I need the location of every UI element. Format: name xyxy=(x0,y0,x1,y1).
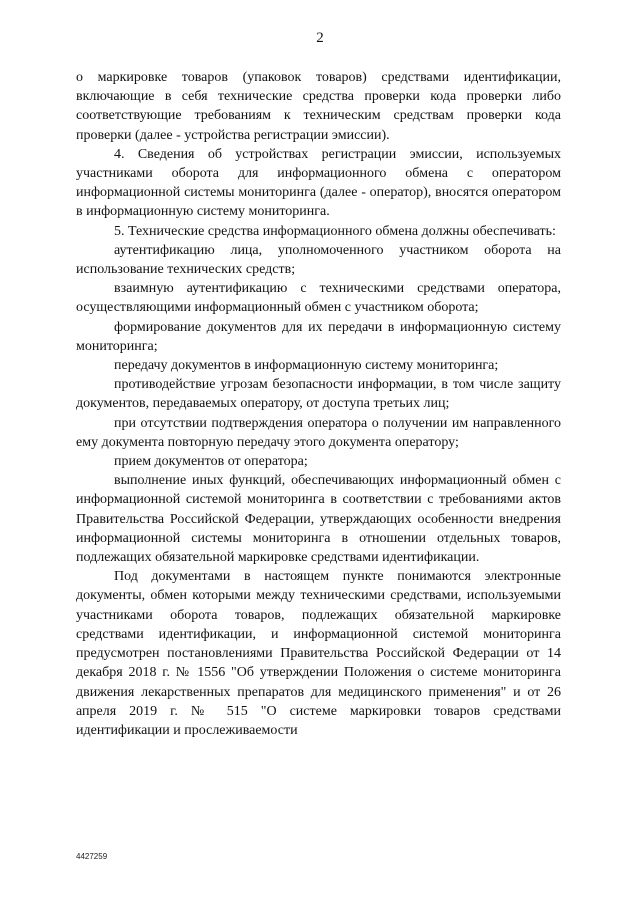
list-item: прием документов от оператора; xyxy=(114,454,308,470)
paragraph-item-5: 5. Технические средства информационного обмена должны обеспечивать: xyxy=(114,223,556,239)
document-id: 4427259 xyxy=(76,852,108,861)
list-item: формирование документов для их передачи в информационную систему мониторинга; xyxy=(76,319,561,354)
list-item: взаимную аутентификацию с техническими средствами оператора, осуществляющими информационный обмен с участником оборота; xyxy=(76,281,561,316)
list-item: противодействие угрозам безопасности информации, в том числе защиту документов, передаваемых оператору, от доступа третьих лиц; xyxy=(76,377,561,412)
list-item: передачу документов в информационную систему мониторинга; xyxy=(114,358,499,374)
list-item: при отсутствии подтверждения оператора о получении им направленного ему документа повторную передачу этого документа оператору; xyxy=(76,415,561,450)
list-item: аутентификацию лица, уполномоченного участником оборота на использование технических средств; xyxy=(76,242,561,278)
document-body xyxy=(76,68,561,740)
paragraph-item-4: 4. Сведения об устройствах регистрации эмиссии, используемых участниками оборота для информационного обмена с оператором информационной системы мониторинга (далее - оператор), вносятся оператором в информационную систему мониторинга. xyxy=(76,146,561,220)
paragraph-documents-definition: Под документами в настоящем пункте понимаются электронные документы, обмен которыми между техническими средствами, используемыми участниками оборота товаров, подлежащих обязательной маркировке средствами идентификации, и информационной системой мониторинга предусмотрен постановлениями Правительства Российской Федерации от 14 декабря 2018 г. № 1556 "Об утверждении Положения о системе мониторинга движения лекарственных препаратов для медицинского применения" и от 26 апреля 2019 г. № 515 "О системе маркировки товаров средствами идентификации и прослеживаемости xyxy=(76,569,561,738)
page-number: 2 xyxy=(316,30,324,46)
list-item: выполнение иных функций, обеспечивающих информационный обмен с информационной системой мониторинга в соответствии с требованиями актов Правительства Российской Федерации, утверждающих особенности внедрения информационной системы мониторинга в отношении отдельных товаров, подлежащих обязательной маркировке средствами идентификации. xyxy=(76,473,561,566)
paragraph-continuation: о маркировке товаров (упаковок товаров) средствами идентификации, включающие в себя технические средства проверки кода проверки либо соответствующие требованиям к техническим средствам проверки кода проверки (далее - устройства регистрации эмиссии). xyxy=(76,70,561,143)
